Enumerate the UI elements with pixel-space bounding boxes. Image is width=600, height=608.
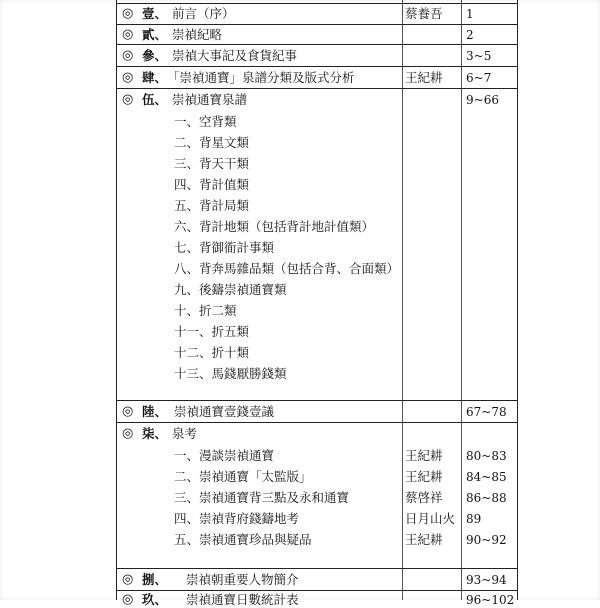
row-divider (116, 24, 518, 25)
subsection-author: 蔡啓祥 (405, 490, 443, 505)
table-left-border (116, 0, 117, 600)
subsection-pages: 89 (466, 512, 482, 526)
section-title: 崇禎通寶壹錢壹議 (174, 404, 275, 419)
section-pages: 6~7 (466, 71, 492, 85)
page-column-border (461, 0, 462, 600)
section-author: 王紀耕 (405, 70, 443, 85)
section-pages: 96~102 (466, 593, 515, 607)
subsection-pages: 86~88 (466, 491, 507, 505)
bullet-icon: ◎ (122, 70, 134, 85)
row-divider (116, 66, 518, 67)
section-pages: 67~78 (466, 405, 507, 419)
row-divider (116, 422, 518, 423)
bullet-icon: ◎ (122, 404, 134, 419)
section-number: 捌、 (142, 572, 168, 587)
bullet-icon: ◎ (122, 6, 134, 21)
table-right-border (517, 0, 518, 600)
subsection-item: 五、崇禎通寶珍品與疑品 (174, 532, 312, 547)
section-number: 玖、 (142, 592, 168, 607)
section-number: 肆、 (142, 70, 168, 85)
subsection-pages: 84~85 (466, 470, 507, 484)
subsection-item: 十一、折五類 (174, 324, 250, 339)
section-title: 崇禎通寶泉譜 (172, 92, 248, 107)
author-column-border (402, 0, 403, 600)
row-divider (116, 44, 518, 45)
bullet-icon: ◎ (122, 426, 134, 441)
bullet-icon: ◎ (122, 48, 134, 63)
bullet-icon: ◎ (122, 92, 134, 107)
section-number: 參、 (142, 48, 168, 63)
subsection-item: 四、崇禎背府錢鑄地考 (174, 511, 300, 526)
subsection-author: 王紀耕 (405, 469, 443, 484)
subsection-pages: 90~92 (466, 533, 507, 547)
section-pages: 93~94 (466, 573, 507, 587)
section-pages: 3~5 (466, 49, 492, 63)
subsection-item: 三、背天干類 (174, 156, 250, 171)
row-divider (116, 3, 518, 4)
section-number: 貳、 (142, 27, 168, 42)
subsection-item: 九、後鑄崇禎通寶類 (174, 282, 287, 297)
subsection-item: 一、空背類 (174, 114, 237, 129)
row-divider (116, 400, 518, 401)
section-pages: 9~66 (466, 93, 499, 107)
subsection-author: 日月山火 (405, 511, 456, 526)
section-title: 崇禎紀略 (172, 27, 223, 42)
subsection-item: 十、折二類 (174, 303, 237, 318)
subsection-item: 四、背計值類 (174, 177, 250, 192)
bullet-icon: ◎ (122, 572, 134, 587)
subsection-item: 十三、馬錢厭勝錢類 (174, 366, 287, 381)
row-divider (116, 590, 518, 591)
subsection-item: 三、崇禎通寶背三點及永和通寶 (174, 490, 350, 505)
section-title: 崇禎朝重要人物簡介 (186, 572, 299, 587)
subsection-item: 五、背計局類 (174, 198, 250, 213)
section-author: 蔡養吾 (405, 6, 443, 21)
bullet-icon: ◎ (122, 27, 134, 42)
subsection-item: 六、背計地類（包括背計地計值類） (174, 219, 375, 234)
row-divider (116, 88, 518, 89)
bullet-icon: ◎ (122, 592, 134, 607)
section-title: 崇禎大事記及食貨紀事 (172, 48, 298, 63)
section-title: 前言（序） (172, 6, 235, 21)
section-pages: 1 (466, 7, 474, 21)
subsection-author: 王紀耕 (405, 448, 443, 463)
subsection-item: 十二、折十類 (174, 345, 250, 360)
subsection-item: 二、崇禎通寶「太監版」 (174, 469, 312, 484)
subsection-item: 二、背星文類 (174, 135, 250, 150)
section-number: 陸、 (142, 404, 168, 419)
section-title: 泉考 (172, 426, 198, 441)
subsection-item: 八、背奔馬雜品類（包括合背、合面類） (174, 261, 400, 276)
section-number: 壹、 (142, 6, 168, 21)
section-number: 柒、 (142, 426, 168, 441)
subsection-item: 七、背御衜計事類 (174, 240, 275, 255)
subsection-pages: 80~83 (466, 449, 507, 463)
section-number: 伍、 (142, 92, 168, 107)
section-title: 崇禎通寶日數統計表 (186, 592, 299, 607)
subsection-item: 一、漫談崇禎通寶 (174, 448, 275, 463)
subsection-author: 王紀耕 (405, 532, 443, 547)
row-divider (116, 568, 518, 569)
section-pages: 2 (466, 28, 474, 42)
section-title: 「崇禎通寶」泉譜分類及版式分析 (167, 70, 355, 85)
